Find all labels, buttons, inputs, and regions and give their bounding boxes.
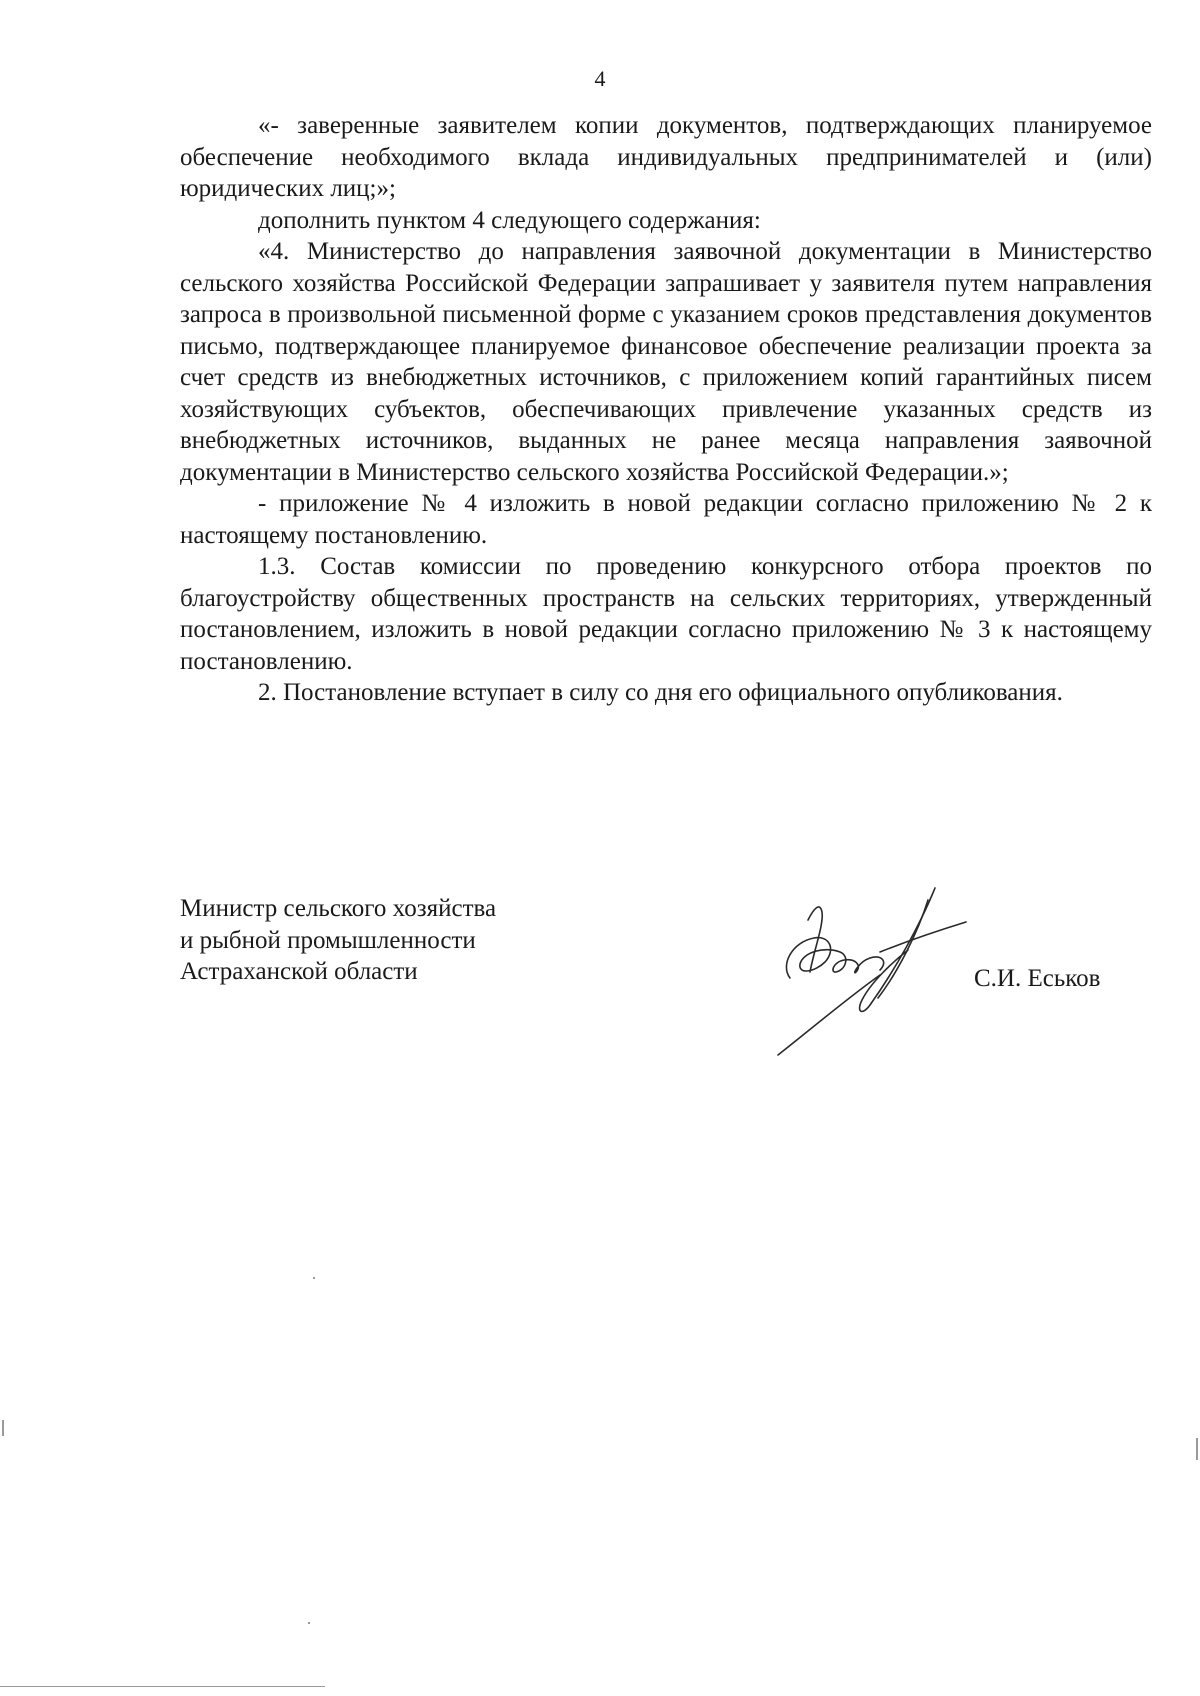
- scan-edge-line: [0, 1686, 325, 1687]
- signatory-position-line: и рыбной промышленности: [180, 926, 476, 954]
- scan-speck: [1196, 1438, 1198, 1460]
- signatory-position: [180, 893, 496, 988]
- paragraph-appendix-4: - приложение № 4 изложить в новой редакции согласно приложению № 2 к настоящему постановлению.: [180, 490, 1152, 549]
- document-body: [180, 110, 1152, 709]
- signature-stroke: [786, 938, 883, 978]
- paragraph-certified-copies: «- заверенные заявителем копии документов, подтверждающих планируемое обеспечение необходимого вклада индивидуальных предпринимателей и (или) юридических лиц;»;: [180, 112, 1152, 202]
- signature-stroke: [778, 975, 880, 1055]
- signatory-position-line: Астраханской области: [180, 958, 418, 985]
- signatory-name: С.И. Еськов: [974, 965, 1101, 992]
- signatory-position-line: Министр сельского хозяйства: [180, 895, 497, 922]
- paragraph-point-4: «4. Министерство до направления заявочной документации в Министерство сельского хозяйства Российской Федерации запрашивает у заявителя путем направления запроса в произвольной письменной форме с указанием сроков представления документов письмо, подтверждающее планируемое финансовое обеспечение реализации проекта за счет средств из внебюджетных источников, с приложением копий гарантийных писем хозяйствующих субъектов, обеспечивающих привлечение указанных средств из внебюджетных источников, выданных не ранее месяца направления заявочной документации в Министерство сельского хозяйства Российской Федерации.»;: [180, 238, 1152, 486]
- paragraph-2-entry-into-force: 2. Постановление вступает в силу со дня его официального опубликования.: [258, 679, 1063, 706]
- page-number: 4: [594, 66, 606, 91]
- paragraph-1-3-commission: 1.3. Состав комиссии по проведению конкурсного отбора проектов по благоустройству общественных пространств на сельских территориях, утвержденный постановлением, изложить в новой редакции согласно приложению № 3 к настоящему постановлению.: [180, 553, 1152, 675]
- paragraph-add-point-4: дополнить пунктом 4 следующего содержания:: [258, 206, 761, 234]
- scan-speck: [313, 1277, 315, 1279]
- signature-stroke: [860, 888, 935, 1011]
- scan-speck: [2, 1420, 4, 1436]
- scan-speck: [308, 1622, 310, 1624]
- signature-stroke: [880, 922, 966, 952]
